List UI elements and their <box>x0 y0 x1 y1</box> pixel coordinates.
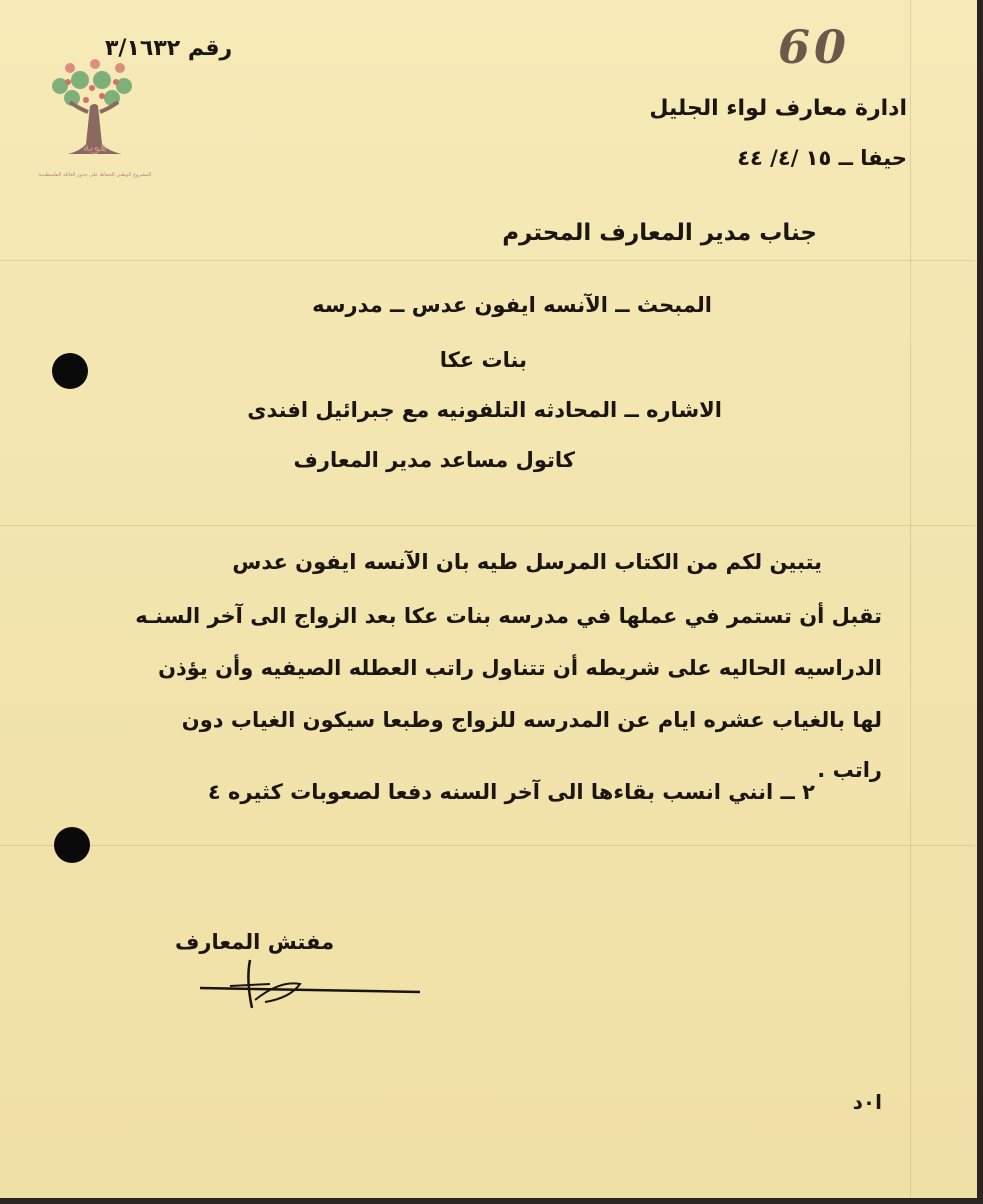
body-line-5: راتب . <box>817 758 882 782</box>
margin-line <box>910 0 911 1198</box>
logo-name: هوية <box>82 140 108 155</box>
ruled-line <box>0 525 975 526</box>
reference-number: رقم ٣/١٦٣٢ <box>105 36 233 61</box>
ruled-line <box>0 260 975 261</box>
subject-line: المبحث ــ الآنسه ايفون عدس ــ مدرسه <box>312 293 712 317</box>
sender-office: ادارة معارف لواء الجليل <box>649 96 907 121</box>
body-line-6: ٢ ــ انني انسب بقاءها الى آخر السنه دفعا لصعوبات كثيره ٤ <box>207 780 815 804</box>
body-line-4: لها بالغياب عشره ايام عن المدرسه للزواج وطبعا سيكون الغياب دون <box>181 708 882 732</box>
punch-hole <box>54 827 90 863</box>
initials: ا٠د <box>852 1090 882 1114</box>
page-number: 60 <box>778 20 851 74</box>
reference-line-2: كاتول مساعد مدير المعارف <box>293 448 575 472</box>
logo-subtitle: المشروع الوطني للحفاظ على جذور العائلة الفلسطينية <box>38 172 152 178</box>
ruled-line <box>0 845 975 846</box>
signatory-title: مفتش المعارف <box>175 930 335 954</box>
body-line-2: تقبل أن تستمر في عملها في مدرسه بنات عكا بعد الزواج الى آخر السنـه <box>135 604 882 628</box>
reference-line: الاشاره ــ المحادثه التلفونيه مع جبرائيل افندى <box>247 398 722 422</box>
punch-hole <box>52 353 88 389</box>
addressee: جناب مدير المعارف المحترم <box>502 220 817 246</box>
subject-school: بنات عكا <box>439 348 527 372</box>
body-line-1: يتبين لكم من الكتاب المرسل طيه بان الآنسه ايفون عدس <box>232 550 822 574</box>
body-line-3: الدراسيه الحاليه على شريطه أن تتناول راتب العطله الصيفيه وأن يؤذن <box>158 656 882 680</box>
sender-place-date: حيفا ــ ١٥ /٤/ ٤٤ <box>737 146 907 170</box>
handwritten-signature <box>170 940 440 1020</box>
